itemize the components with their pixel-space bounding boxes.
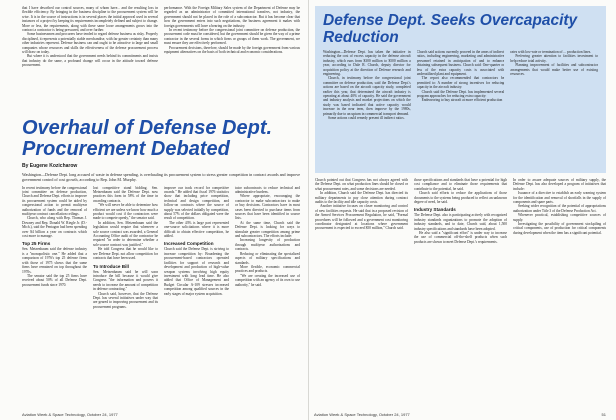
page-number: 51: [601, 412, 606, 417]
paragraph: Investigating the possibility of government stockpiling of critical components, use of production for critical components during development when the item has a significant potential.: [513, 222, 606, 235]
right-page: [308, 0, 616, 420]
paragraph: those specifications and standards that have a potential for high cost compliance and to eliminate those requirements that contribute to the potential, he said.: [414, 178, 507, 191]
article-byline: By Eugene Kozicharow: [22, 163, 78, 169]
paragraph: The senator said the top 25 firms have received about 50% of all Defense Dept. procurement funds since 1970.: [22, 273, 87, 287]
subhead-increased-competition: Increased Competition: [164, 241, 214, 247]
paragraph: Church, in testimony before the congressional joint committee on defense production, said the Defense Dept.'s actions are based on the aircraft capacity study, completed earlier this year, that determined the aircraft industry is operating at about 40% of capacity. He said the government and industry analysis and market projections on which the study was based indicated that active capacity would increase in the near term, then improve by the 1980s, primarily due to an upturn in commercial transport demand.: [323, 76, 411, 116]
paragraph: Where appropriate, encouraging the contractor to make subcontractors to make or buy decisions. Contractors have in most cases been directed to purchase items from sources that have been identified in source lists.: [235, 194, 300, 221]
paragraph: The other 43% is large part represented one-source solicitations where it is more difficult to obtain effective competition, he added.: [164, 220, 229, 239]
paragraph: In order to assure adequate sources of military supply, the Defense Dept. has also developed a program of initiatives that include:: [513, 178, 606, 191]
paragraph: Issuance of a directive to establish an early warning system for the identification and removal of shortfalls in the supply of components and spare parts.: [513, 191, 606, 205]
left-body-col-3: [164, 186, 229, 406]
box-col-3: [510, 50, 598, 168]
paragraph: Seeking wider recognition of the potential of appropriations authorization under Title 3 of the Defense Production Act.: [513, 204, 606, 213]
paragraph: Church said, however, that the Defense Dept. has several initiatives under way that are geared to improving procurement and its procurement programs.: [93, 291, 158, 309]
paragraph: Procurement decisions, therefore, should be made by the foreign government from various equipment alternatives on the basis of both technical and economic considerations.: [164, 45, 300, 55]
paragraph: In addition, Church said the Defense Dept. has directed its military departments to pay close attention during contract audits to the facility and idle capacity costs.: [315, 191, 408, 205]
left-body-col-2: [93, 186, 158, 406]
box-col-1: [323, 50, 411, 168]
paragraph: Some businessmen and procurers have tended to regard defense business as risky. Properly disciplined, it represents a potentially stable merchandise, with far greater certainty than many other industries represent. Defense business can and ought to be attractive to large and small companies whose resources and skills the effectiveness of the defense procurement process will draw on today.: [22, 32, 158, 55]
subhead-top-25-firms: Top 25 Firms: [22, 241, 51, 247]
paragraph: More flexible, economic commercial practices and products.: [235, 264, 300, 274]
paragraph: But where it is understood that the government needs behind its commitments and insists that industry do the same, a profound change will occur in the attitude toward defense procurement.: [22, 54, 158, 68]
paragraph: Endeavoring to buy aircraft at more efficient production: [421, 98, 503, 103]
subhead-industry-standards: Industry Standards: [414, 207, 456, 213]
paragraph: At the same time, Church said the Defense Dept. is looking for ways to stimulate greater competition among prime and subcontractors. The efforts include:: [235, 220, 300, 239]
left-intro-col-2: [164, 6, 300, 118]
left-intro-col-1: [22, 6, 158, 118]
paragraph: He told Congress that he would like to see Defense Dept. not allow competition for contracts that have been used.: [93, 247, 158, 261]
paragraph: Increasing longevity of production through multiyear authorizations and contracts.: [235, 238, 300, 252]
paragraph: "We will never be able to determine how efficient we are unless we know how much a product would cost if the contractors were made to compete openly," the senator said.: [93, 203, 158, 221]
paragraph: Church said the Defense Dept. is striving to increase competition by: Broadening the procurement-based contractors operated facilities for support of research and development and production of high-value weapon systems involving high equity investment with long lead time. He also added that Office of Management and Budget Circular A-109 stresses increased competition among qualified sources in the early stages of major system acquisition.: [164, 247, 229, 296]
paragraph: Reducing or eliminating the specialized aspects of military specifications and standards.: [235, 251, 300, 265]
paragraph: Washington—Defense Dept. has taken the initiative in reducing the cost of excess capacity in the defense aircraft industry, which runs from $300 million to $500 million a year, according to Dale R. Church, deputy director for acquisition policy at the direction of Defense research and engineering.: [323, 50, 411, 77]
left-body-col-1: [22, 186, 87, 406]
paragraph: Planning improvement of facilities and subcontractor arrangements that would make better use of existing resources.: [510, 63, 599, 77]
paragraph: Sen. Metzenbaum said he will soon introduce the bill because it would give Congress "the information and powers it needs to increase the amount of competition in defense contracting.": [93, 269, 158, 292]
box-columns: [323, 50, 598, 168]
highlight-box: [315, 6, 606, 173]
paragraph: In recent testimony before the congressional joint committee on defense production, the procurement code must be considered, but the government should be given the way of a prime contractor in the several forms in which firms or groups of them work. The government, we must ensure they are effectively performed.: [164, 28, 300, 46]
right-body-columns: [315, 178, 606, 418]
paragraph: Sen. Metzenbaum said the defense industry is a "monopolistic one." He added that a comparison of 1976's top 25 defense firms with those of 1975 shows that the same firms have remained on top throughout the 1970s.: [22, 247, 87, 274]
article-headline: Overhaul of Defense Dept. Procurement Debated: [22, 117, 273, 160]
left-page-footer: Aviation Week & Space Technology, October 24, 1977: [22, 412, 118, 417]
paragraph: Church said actions currently proceed in the areas of indirect ratios, including engineering, marketing and administrative personnel retained in anticipation of and to enhance obtaining subsequent business. Church said: One-quarter or less of the extra capacity costs is associated with underutilized plant and equipment.: [416, 50, 505, 77]
dateline-paragraph: Washington—Defense Dept. long accused of waste in defense spending, is overhauling its procurement system to stress greater competition in contract awards and improve government control of cost growth, according to Rep. John M. Murphy.: [22, 173, 300, 182]
paragraph: In recent testimony before the congressional joint committee on defense production, Church and Defense Dept. efforts to improve its procurement system could be aided by congressional action to permit multiyear authorization of funds and the removal of multiyear contract cancellation ceilings.: [22, 185, 87, 217]
paragraph: Whenever practical, establishing competitive sources of supply.: [513, 213, 606, 222]
paragraph: Church said efforts to reduce the applications of those documents to the systems being produced to reflect an unknown degree of need, he said.: [414, 191, 507, 205]
paragraph: Preferring greater attention to facilities investment to help reduce total activity.: [510, 54, 599, 63]
subhead-to-introduce-bill: To Introduce Bill: [93, 263, 129, 269]
paragraph: rates with low-rate or termination of ... production lines.: [510, 50, 592, 54]
box-col-2: [417, 50, 505, 168]
paragraph: Church said the Defense Dept. has implemented several program approaches for reducing extra capacity:: [416, 89, 505, 99]
dateline-block: [22, 173, 300, 183]
paragraph: The Defense Dept. also is participating actively with recognized industry standards organizations to promote the adoption of industry standards, and to date, Church said, about 1,500 industry specifications and standards have been adopted.: [414, 213, 507, 231]
paragraph: performance. With the Foreign Military Sales system of the Department of Defense may be regarded as an administrator of committed international transfers, not industry, the government should not be placed in the role of a subcontractor. But it has become clear that how the government enters into such negotiations, the business agreement it makes with foreign governments will have a bearing on the industry.: [164, 6, 300, 28]
paragraph: Another initiative focuses on closer monitoring and control of new facilities requests. He said that in a proposed revision of the Armed Services Procurement Regulation, he said, "Formal procedures will be followed and a government cost monitoring coordinator designated at locations where government procurement is expected to exceed $50 million," Church said.: [315, 204, 408, 231]
paragraph: lost competitive stand bidding. Sen. Metzenbaum said the Defense Dept. now practices this form in 58% of the time in awarding contracts.: [93, 185, 158, 203]
left-body-columns: [22, 186, 300, 406]
right-footer-text: Aviation Week & Space Technology, October 24, 1977: [314, 412, 410, 417]
right-page-footer: [314, 412, 606, 417]
paragraph: Church pointed out that Congress has not always agreed with the Defense Dept. on what production lines should be closed or what procurement rates, and some decisions are needed.: [315, 178, 408, 191]
right-body-col-1: [315, 178, 408, 418]
left-body-col-4: [235, 186, 300, 406]
paragraph: tutor subcontracts to reduce technical and administrative burdens.: [235, 185, 300, 194]
paragraph: The report also recommended that contractors be permitted to: A number of strong incentives for reducing capacity in the aircraft industry.: [416, 76, 505, 90]
paragraph: that I have described our control sources, many of whom have... and the resulting loss in flexible efficiency. By bringing in the business discipline to the procurement system will be wise. It is in the source of instructions is in several places the initial approval used in several instances of a project by keeping its requirements incompletely defined and subject to change. More or less, the requirements, along with these same loose arrangements grows into the contract a contractor is being pressured, and over further.: [22, 6, 158, 33]
paragraph: He also said a "significant effort" is under way to increase the use of commercial off-the-shelf products when such products are shown to meet Defense Dept.'s requirements.: [414, 231, 507, 244]
box-headline: Defense Dept. Seeks Overcapacity Reduction: [323, 12, 578, 46]
paragraph: In addition, Sen. Metzenbaum said the legislation would require that whenever a sole source contract was awarded, a General Accounting Office audit of the contractor be required "in order to determine whether a sole source contract was justified.": [93, 220, 158, 247]
paragraph: Church, who along with Rep. Thomas J. Downey and Rep. Donald W. Riegle Jr. (D.-Mich.), said the Pentagon had been spending over $4 billion a year on contracts which cost more to manage.: [22, 216, 87, 239]
right-body-col-2: [414, 178, 507, 418]
paragraph: "We are creating the increased use of competition with an agency of its own to use authority," he said.: [235, 273, 300, 287]
paragraph: Some actions could remedy present ill indirect ratios.: [328, 116, 405, 121]
right-body-col-3: [513, 178, 606, 418]
left-intro-columns: [22, 6, 300, 118]
paragraph: improve our track record for competitive awards." He added that fiscal 1976 statistics show that including price competition, technical and design competition, and follow-on contracts where the source of supply was selected initially by competition, about 57% of the dollars obligated were the result of competition.: [164, 185, 229, 221]
